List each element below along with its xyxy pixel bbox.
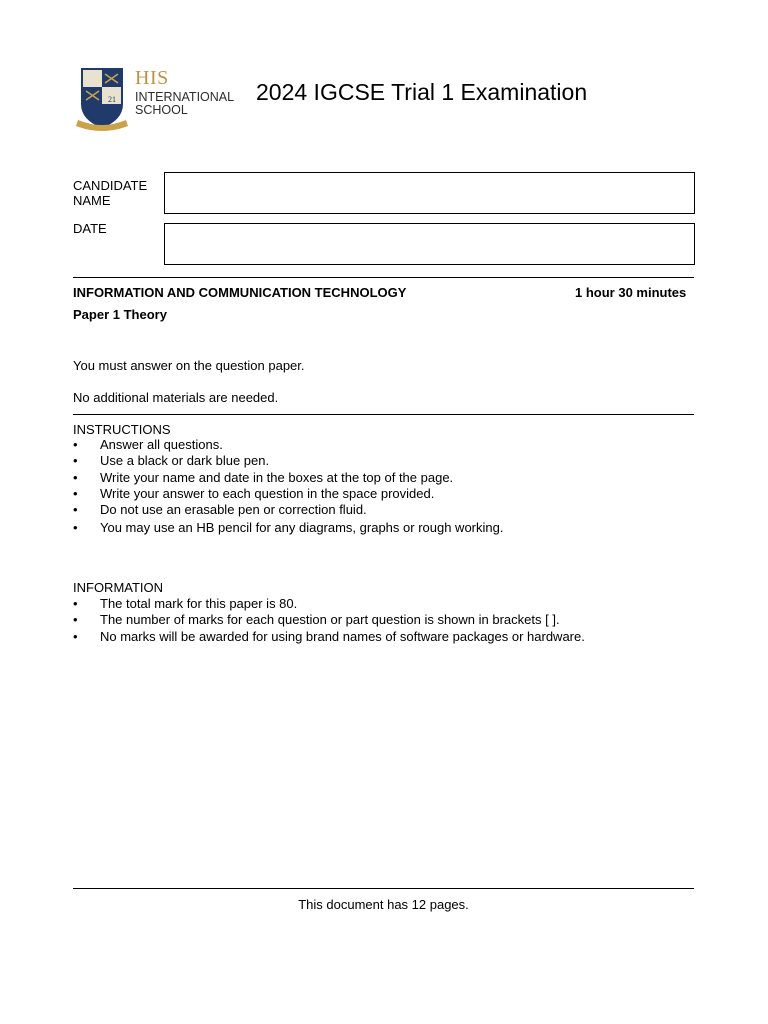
exam-title: 2024 IGCSE Trial 1 Examination (256, 79, 588, 105)
subject-name: INFORMATION AND COMMUNICATION TECHNOLOGY (73, 285, 407, 300)
school-logo (74, 64, 236, 134)
logo-name-short: HIS (135, 67, 169, 89)
bullet-icon: • (73, 453, 78, 469)
candidate-name-label (73, 178, 147, 208)
candidate-name-label-line1: CANDIDATE (73, 178, 148, 193)
paper-title: Paper 1 Theory (73, 307, 167, 322)
list-item: • Use a black or dark blue pen. (73, 453, 270, 469)
list-item: • Do not use an erasable pen or correction fluid. (73, 502, 367, 518)
school-crest-icon (74, 64, 132, 134)
bullet-icon: • (73, 469, 78, 485)
bullet-icon: • (73, 437, 78, 452)
date-label: DATE (73, 221, 107, 236)
instructions-list (73, 437, 693, 537)
divider-middle (73, 414, 694, 415)
instructions-heading: INSTRUCTIONS (73, 422, 171, 437)
logo-name-line1: INTERNATIONAL (135, 90, 235, 104)
exam-duration: 1 hour 30 minutes (575, 285, 687, 300)
candidate-name-label-line2: NAME (73, 193, 111, 208)
bullet-icon: • (73, 502, 78, 518)
list-item: • No marks will be awarded for using brand names of software packages or hardware. (73, 628, 585, 644)
answer-on-paper-note: You must answer on the question paper. (73, 358, 305, 373)
date-field[interactable] (164, 223, 695, 265)
bullet-icon: • (73, 520, 78, 536)
list-item: • The total mark for this paper is 80. (73, 596, 298, 611)
page-count-footer: This document has 12 pages. (298, 897, 469, 912)
candidate-name-field[interactable] (164, 172, 695, 214)
list-item: • Write your name and date in the boxes at the top of the page. (73, 469, 454, 485)
bullet-icon: • (73, 612, 78, 628)
list-item: • Answer all questions. (73, 437, 223, 452)
bullet-icon: • (73, 596, 78, 611)
bullet-icon: • (73, 485, 78, 501)
list-item: • Write your answer to each question in the space provided. (73, 485, 435, 501)
divider-top (73, 277, 694, 278)
list-item: • The number of marks for each question or part question is shown in brackets [ ]. (73, 612, 560, 628)
bullet-icon: • (73, 628, 78, 644)
svg-text:21: 21 (108, 95, 116, 104)
information-heading: INFORMATION (73, 580, 164, 595)
list-item: • You may use an HB pencil for any diagrams, graphs or rough working. (73, 520, 504, 536)
information-list (73, 596, 693, 645)
materials-note: No additional materials are needed. (73, 390, 279, 405)
logo-name-line2: SCHOOL (135, 103, 188, 117)
divider-footer (73, 888, 694, 889)
